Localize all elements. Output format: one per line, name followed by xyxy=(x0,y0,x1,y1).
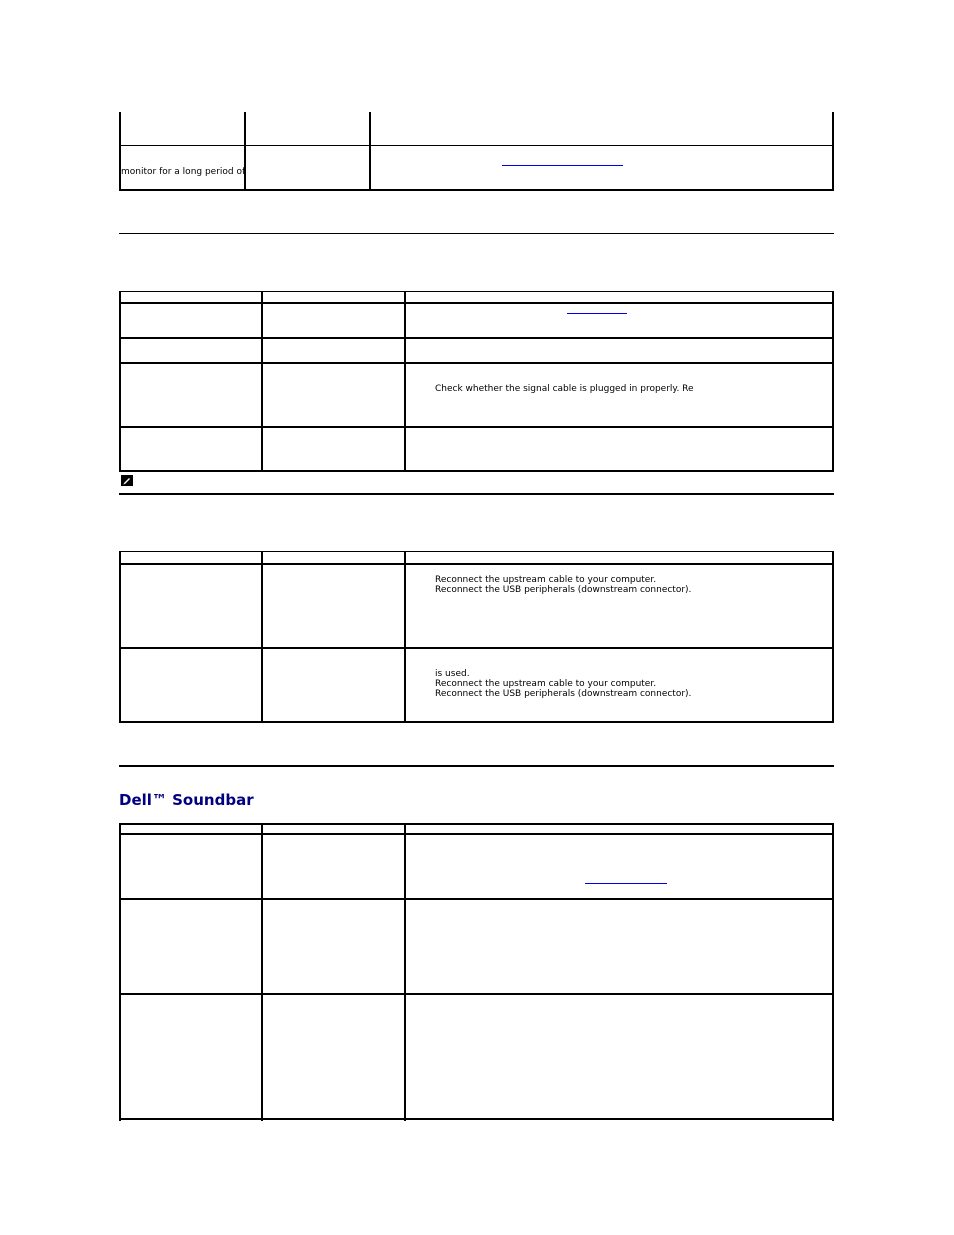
section-divider xyxy=(119,233,834,234)
table-border xyxy=(244,112,246,191)
table-border xyxy=(832,551,834,723)
table-border xyxy=(119,823,121,1121)
table-row-divider xyxy=(119,426,834,428)
table-row-divider xyxy=(119,337,834,339)
table-row-divider xyxy=(119,647,834,649)
table-border xyxy=(404,823,406,1121)
link[interactable] xyxy=(502,165,623,166)
note-pencil-icon xyxy=(121,475,133,486)
table-cell-line: Reconnect the upstream cable to your computer. xyxy=(435,575,657,585)
table-cell-line: Reconnect the USB peripherals (downstream connector). xyxy=(435,689,692,699)
table-header-divider xyxy=(119,563,834,565)
link[interactable] xyxy=(567,313,627,314)
table-top-border xyxy=(119,823,834,825)
table-bottom-border xyxy=(119,721,834,723)
table-bottom-border xyxy=(119,1118,834,1120)
table-border xyxy=(261,551,263,723)
table-cell: monitor for a long period of xyxy=(121,167,246,177)
table-header-divider xyxy=(119,833,834,835)
table-header-divider xyxy=(119,302,834,304)
table-border xyxy=(261,823,263,1121)
table-border xyxy=(404,291,406,472)
table-row-divider xyxy=(119,362,834,364)
table-row-divider xyxy=(119,145,834,146)
table-bottom-border xyxy=(119,470,834,472)
table-row-divider xyxy=(119,898,834,900)
table-bottom-border xyxy=(119,189,834,191)
link[interactable] xyxy=(585,883,667,884)
table-cell: Check whether the signal cable is plugged in properly. Re xyxy=(435,384,694,394)
table-border xyxy=(369,112,371,191)
table-border xyxy=(119,291,121,472)
table-border xyxy=(832,823,834,1121)
table-border xyxy=(832,291,834,472)
table-cell-line: Reconnect the USB peripherals (downstream connector). xyxy=(435,585,692,595)
table-cell-line: is used. xyxy=(435,669,470,679)
table-border xyxy=(404,551,406,723)
table-cell-line: Reconnect the upstream cable to your computer. xyxy=(435,679,657,689)
section-divider xyxy=(119,493,834,495)
table-border xyxy=(261,291,263,472)
table-border xyxy=(119,112,121,191)
section-divider xyxy=(119,765,834,767)
table-top-border xyxy=(119,291,834,292)
section-heading-soundbar: Dell™ Soundbar xyxy=(119,791,254,809)
table-border xyxy=(119,551,121,723)
table-row-divider xyxy=(119,993,834,995)
table-top-border xyxy=(119,551,834,552)
table-border xyxy=(832,112,834,191)
